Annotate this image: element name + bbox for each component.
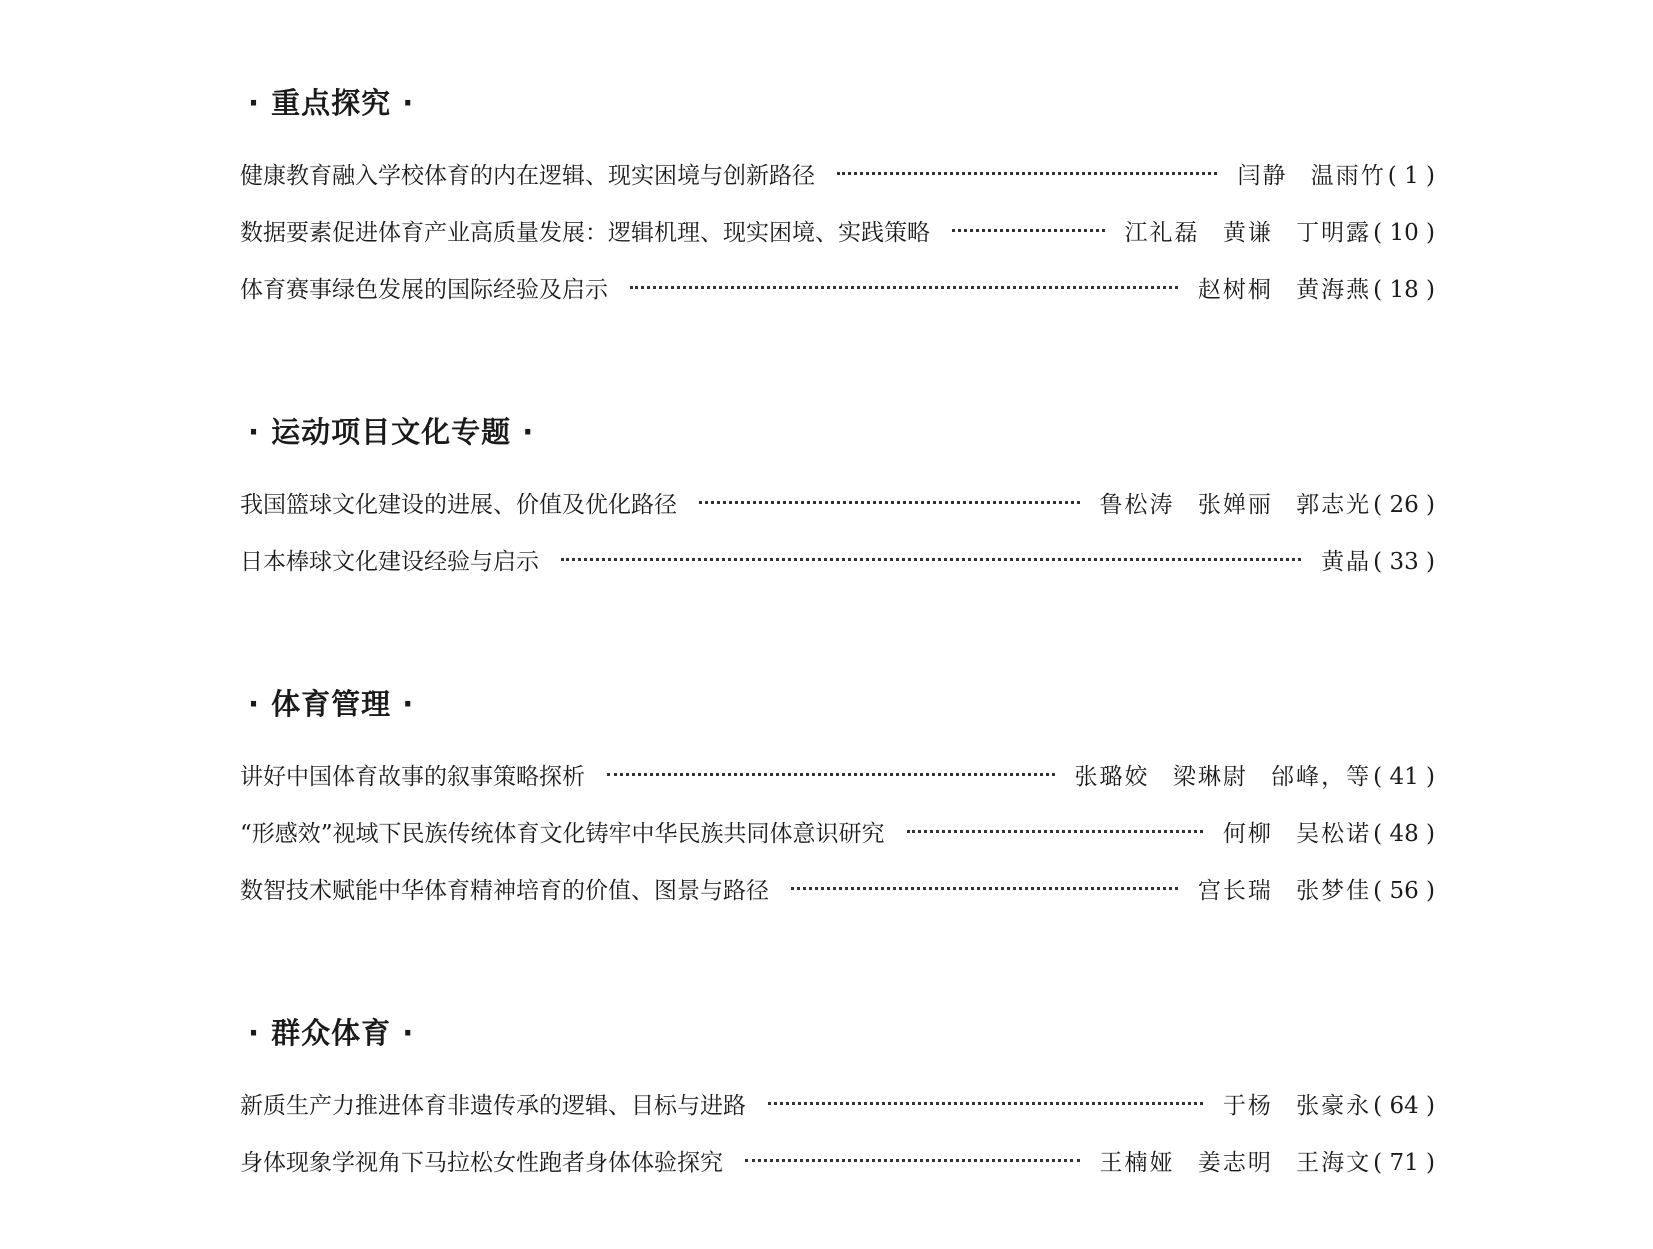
article-authors: 宫长瑞 张梦佳 <box>1197 878 1372 904</box>
dot-leader <box>745 1159 1080 1162</box>
toc-entry[interactable] <box>240 477 1435 534</box>
toc-entry[interactable] <box>240 806 1435 863</box>
toc-entry[interactable] <box>240 205 1435 262</box>
article-authors: 鲁松涛 张婵丽 郭志光 <box>1099 492 1372 518</box>
table-of-contents <box>240 78 1435 1192</box>
article-title: 新质生产力推进体育非遗传承的逻辑、目标与进路 <box>240 1093 746 1119</box>
toc-entry[interactable] <box>240 1135 1435 1192</box>
page-number: ( 48 ) <box>1373 821 1435 847</box>
toc-entry[interactable] <box>240 148 1435 205</box>
article-title: 健康教育融入学校体育的内在逻辑、现实困境与创新路径 <box>240 163 815 189</box>
toc-section <box>240 407 1435 591</box>
toc-section <box>240 78 1435 319</box>
article-title: 我国篮球文化建设的进展、价值及优化路径 <box>240 492 677 518</box>
page-number: ( 1 ) <box>1387 163 1435 189</box>
toc-section <box>240 1008 1435 1192</box>
page-number: ( 18 ) <box>1373 277 1435 303</box>
article-authors: 王楠娅 姜志明 王海文 <box>1099 1150 1372 1176</box>
page-number: ( 71 ) <box>1373 1150 1435 1176</box>
page-number: ( 33 ) <box>1373 549 1435 575</box>
article-authors: 江礼磊 黄谦 丁明露 <box>1124 220 1372 246</box>
article-title: 体育赛事绿色发展的国际经验及启示 <box>240 277 608 303</box>
article-authors: 张璐姣 梁琳尉 邰峰，等 <box>1074 764 1372 790</box>
dot-leader <box>768 1102 1203 1105</box>
section-heading: · 运动项目文化专题 · <box>248 415 535 449</box>
article-title: 日本棒球文化建设经验与启示 <box>240 549 539 575</box>
dot-leader <box>952 229 1105 232</box>
article-title: 数据要素促进体育产业高质量发展：逻辑机理、现实困境、实践策略 <box>240 220 930 246</box>
toc-section <box>240 679 1435 920</box>
page-number: ( 56 ) <box>1373 878 1435 904</box>
toc-entry[interactable] <box>240 749 1435 806</box>
section-heading: · 群众体育 · <box>248 1016 415 1050</box>
article-authors: 赵树桐 黄海燕 <box>1197 277 1372 303</box>
page-number: ( 41 ) <box>1373 764 1435 790</box>
dot-leader <box>699 501 1080 504</box>
article-authors: 闫静 温雨竹 <box>1237 163 1386 189</box>
dot-leader <box>630 286 1178 289</box>
dot-leader <box>607 773 1055 776</box>
toc-entry[interactable] <box>240 1078 1435 1135</box>
article-title: 数智技术赋能中华体育精神培育的价值、图景与路径 <box>240 878 769 904</box>
section-heading: · 体育管理 · <box>248 687 415 721</box>
article-authors: 何柳 吴松诺 <box>1222 821 1372 847</box>
page-number: ( 10 ) <box>1373 220 1435 246</box>
dot-leader <box>791 887 1178 890</box>
article-title: “形感效”视域下民族传统体育文化铸牢中华民族共同体意识研究 <box>240 821 885 847</box>
toc-entry[interactable] <box>240 534 1435 591</box>
page-number: ( 64 ) <box>1373 1093 1435 1119</box>
toc-entry[interactable] <box>240 863 1435 920</box>
article-title: 身体现象学视角下马拉松女性跑者身体体验探究 <box>240 1150 723 1176</box>
toc-entry[interactable] <box>240 262 1435 319</box>
page-number: ( 26 ) <box>1373 492 1435 518</box>
section-heading: · 重点探究 · <box>248 86 415 120</box>
article-authors: 黄晶 <box>1321 549 1372 575</box>
article-authors: 于杨 张豪永 <box>1222 1093 1372 1119</box>
dot-leader <box>907 830 1203 833</box>
dot-leader <box>837 172 1217 175</box>
dot-leader <box>561 558 1301 561</box>
article-title: 讲好中国体育故事的叙事策略探析 <box>240 764 585 790</box>
